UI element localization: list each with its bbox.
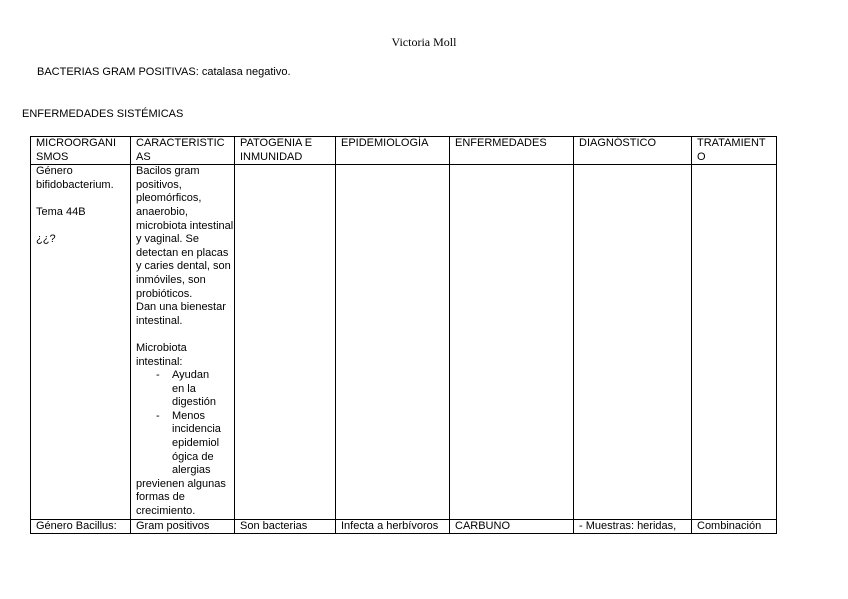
microbiota-title: Microbiota intestinal: (136, 341, 187, 368)
header-caracteristicas: CARACTERISTIC AS (131, 137, 235, 165)
cell-epidemiology: Infecta a herbívoros (336, 519, 450, 534)
characteristics-closing: previenen algunas formas de crecimiento. (136, 477, 226, 518)
cell-diagnosis (574, 165, 692, 519)
cell-organism: Género Bacillus: (31, 519, 131, 534)
microbiota-list (136, 369, 234, 478)
cell-characteristics (131, 165, 235, 519)
cell-organism (31, 165, 131, 519)
cell-diseases (450, 165, 574, 519)
cell-treatment: Combinación (692, 519, 777, 534)
section-title: ENFERMEDADES SISTÉMICAS (22, 108, 184, 120)
cell-diseases: CARBUNO (450, 519, 574, 534)
list-item: - Ayudan en la digestión (136, 369, 224, 410)
organism-topic: Tema 44B (36, 205, 86, 218)
header-microorganismos: MICROORGANI SMOS (31, 137, 131, 165)
header-tratamiento: TRATAMIENT O (692, 137, 777, 165)
bacteria-table (30, 136, 777, 534)
document-heading: BACTERIAS GRAM POSITIVAS: catalasa negativo. (37, 66, 291, 78)
cell-epidemiology (336, 165, 450, 519)
characteristics-description: Bacilos gram positivos, pleomórficos, anaerobio, microbiota intestinal y vaginal. Se detectan en placas y caries dental, son inmóviles, son probióticos. (136, 165, 234, 300)
author-name: Victoria Moll (391, 35, 457, 49)
header-enfermedades: ENFERMEDADES (450, 137, 574, 165)
table-row (31, 165, 777, 519)
cell-treatment (692, 165, 777, 519)
organism-name: Género bifidobacterium. (36, 165, 114, 191)
list-item: - Menos incidencia epidemiológica de alergias (136, 410, 224, 478)
header-diagnostico: DIAGNÓSTICO (574, 137, 692, 165)
cell-characteristics: Gram positivos (131, 519, 235, 534)
header-epidemiologia: EPIDEMIOLOGÍA (336, 137, 450, 165)
table-header-row (31, 137, 777, 165)
header-patogenia: PATOGENIA E INMUNIDAD (235, 137, 336, 165)
cell-pathogenesis (235, 165, 336, 519)
table-row (31, 519, 777, 534)
organism-note: ¿¿? (36, 233, 56, 246)
cell-pathogenesis: Son bacterias (235, 519, 336, 534)
characteristics-benefit: Dan una bienestar intestinal. (136, 301, 226, 327)
cell-diagnosis: - Muestras: heridas, (574, 519, 692, 534)
